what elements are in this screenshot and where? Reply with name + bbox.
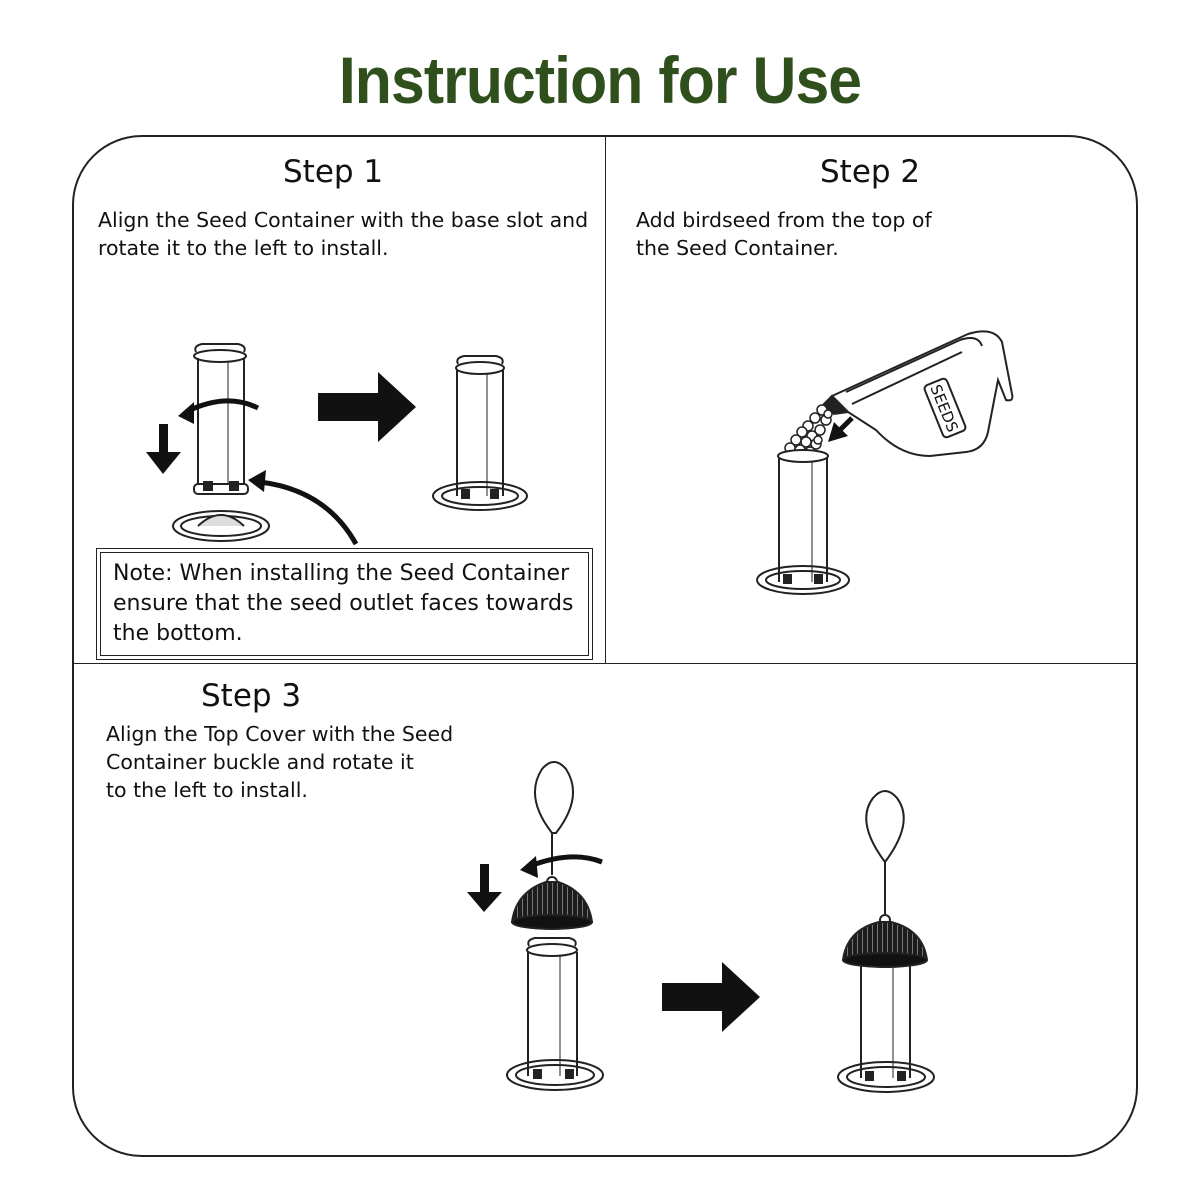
step-1-title: Step 1 (283, 154, 384, 190)
step-3-title: Step 3 (201, 678, 302, 714)
step-2-text-line: Add birdseed from the top of (636, 208, 932, 232)
right-arrow-icon (662, 962, 760, 1032)
step-3-text-line: Container buckle and rotate it (106, 750, 414, 774)
page-title: Instruction for Use (338, 43, 862, 117)
note-line: Note: When installing the Seed Container (113, 561, 570, 586)
feeder-base-icon (173, 511, 269, 541)
top-cover-hanger-icon (512, 762, 592, 929)
rotate-left-arrow-icon (520, 856, 602, 878)
down-arrow-icon (146, 424, 181, 474)
step-2-text-line: the Seed Container. (636, 236, 839, 260)
seed-container-tube-icon (194, 344, 248, 494)
assembled-feeder-icon (838, 791, 934, 1092)
seed-scoop-icon (824, 331, 1012, 456)
seeds-label: SEEDS (926, 382, 962, 435)
step-2-title: Step 2 (820, 154, 921, 190)
step-1-text-line: rotate it to the left to install. (98, 236, 389, 260)
step-3-text-line: Align the Top Cover with the Seed (106, 722, 454, 746)
container-on-base-icon (507, 938, 603, 1090)
down-arrow-icon (467, 864, 502, 912)
note-line: ensure that the seed outlet faces towards (113, 591, 574, 616)
right-arrow-icon (318, 372, 416, 442)
step-1-text-line: Align the Seed Container with the base slot and (98, 208, 589, 232)
installed-container-icon (433, 356, 527, 510)
pour-arrow-icon (828, 418, 852, 442)
note-line: the bottom. (113, 621, 243, 646)
rotate-left-arrow-icon (178, 401, 258, 424)
step-3-text-line: to the left to install. (106, 778, 308, 802)
filling-container-icon (757, 450, 849, 594)
